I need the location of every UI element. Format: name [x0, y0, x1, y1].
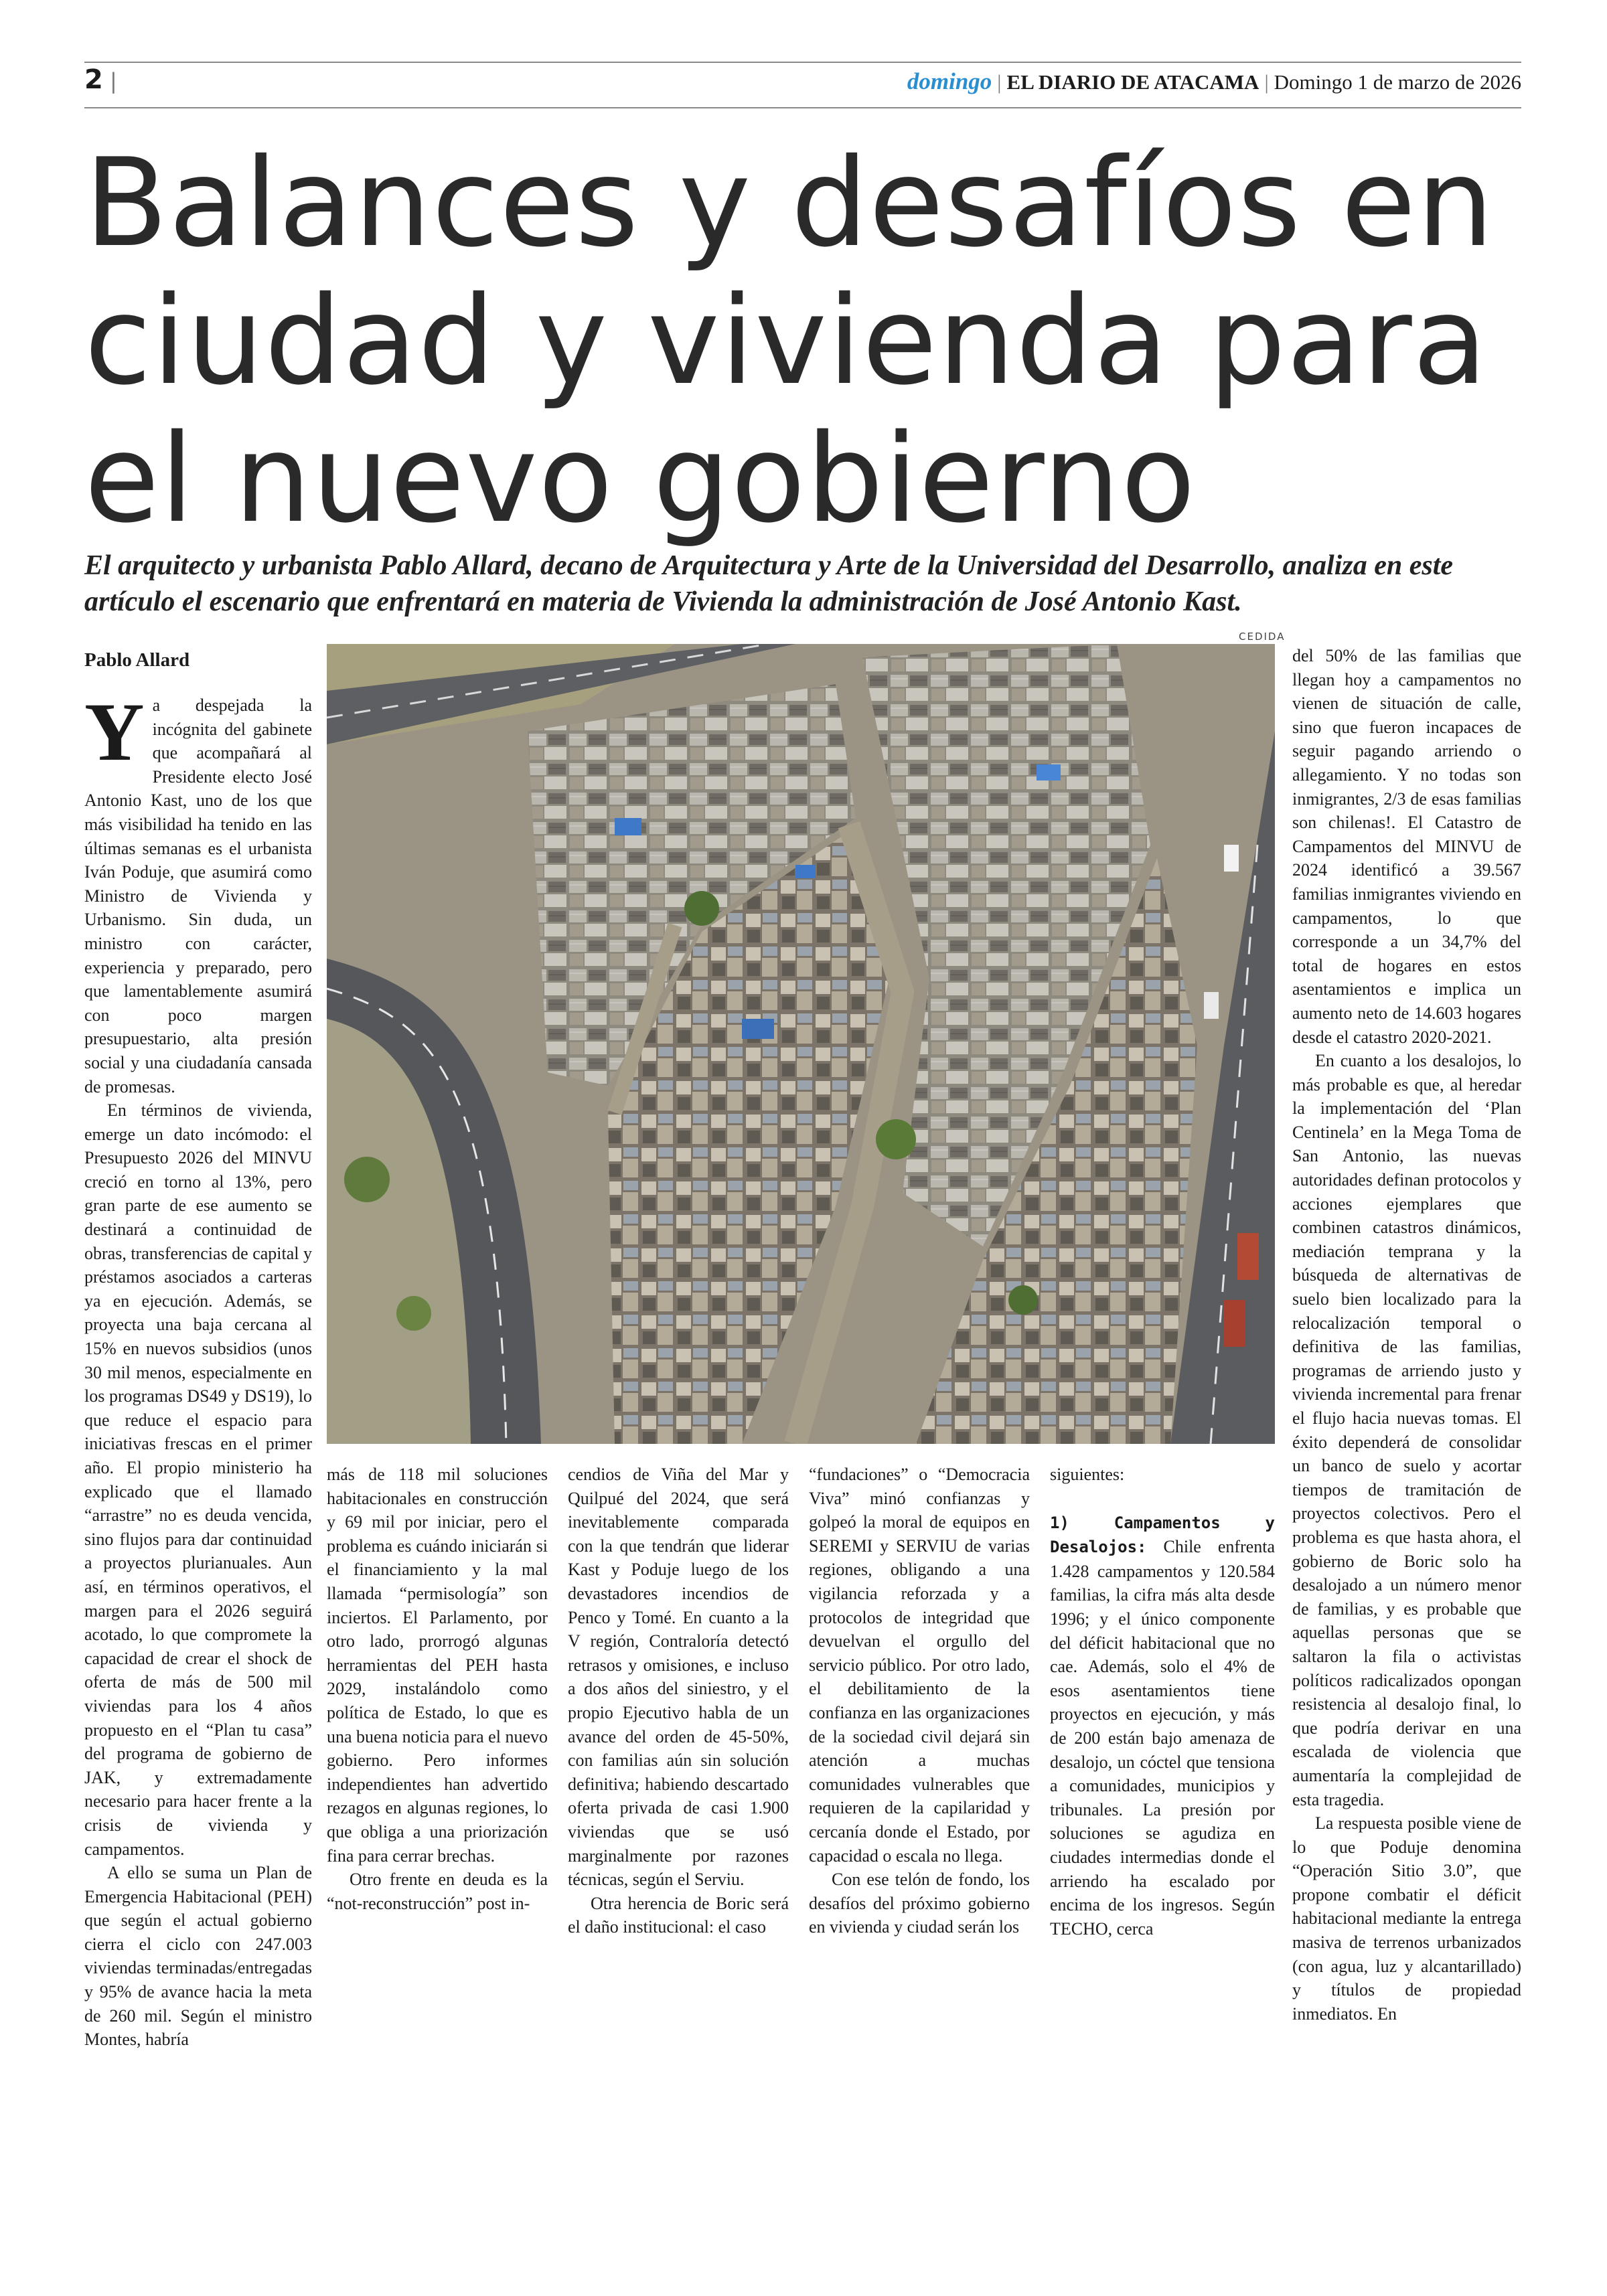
paragraph: Otra herencia de Boric será el daño institucional: el caso	[568, 1893, 789, 1937]
section-subhead: 1) Campamentos y Desalojos:	[1050, 1513, 1275, 1557]
paragraph: a despejada la incógnita del gabinete que acompañará al Presidente electo José Antonio Kast, uno de los que más visibilidad ha tenido en las últimas semanas es el urbanista Iván Poduje, que asumirá como Ministro de Vivienda y Urbanismo. Sin duda, un ministro con carácter, experiencia y preparado, pero que lamentablemente asumirá con poco margen presupuestario, alta presión social y una ciudadanía cansada de promesas.	[84, 695, 312, 1096]
paragraph: “fundaciones” o “Democracia Viva” minó confianzas y golpeó la moral de equipos en SEREMI y SERVIU de varias regiones, obligando a una vigilancia reforzada y a protocolos de integridad que devuelvan el orgullo del servicio público. Por otro lado, el debilitamiento de la confianza en las organizaciones de la sociedad civil dejará sin atención a muchas comunidades vulnerables que requieren de la capilaridad y cercanía donde el Estado, por capacidad o escala no llega.	[809, 1465, 1030, 1866]
article-column-2	[327, 1463, 548, 1915]
article-column-4	[809, 1463, 1030, 1939]
section-name: domingo	[907, 68, 992, 94]
photo-credit: CEDIDA	[1239, 631, 1286, 643]
issue-date: Domingo 1 de marzo de 2026	[1274, 70, 1521, 94]
paragraph: La respuesta posible viene de lo que Poduje denomina “Operación Sitio 3.0”, que propone combatir el déficit habitacional mediante la entrega masiva de terrenos urbanizados (con agua, luz y alcantarillado) y títulos de propiedad inmediatos. En	[1292, 1813, 1521, 2024]
paragraph: siguientes:	[1050, 1465, 1125, 1484]
paragraph: Chile enfrenta 1.428 campamentos y 120.584 familias, la cifra más alta desde 1996; y el único componente del déficit habitacional que no cae. Además, solo el 4% de esos asentamientos tiene proyectos en ejecución, y más de 200 están bajo amenaza de desalojo, un cóctel que tensiona a comunidades, municipios y tribunales. La presión por soluciones se agudiza en ciudades intermedias donde el arriendo ha escalado por encima de los ingresos. Según TECHO, cerca	[1050, 1537, 1275, 1939]
paragraph: En términos de vivienda, emerge un dato incómodo: el Presupuesto 2026 del MINVU creció en torno al 13%, pero gran parte de ese aumento se destinará a continuidad de obras, transferencias de capital y préstamos asociados a carteras ya en ejecución. Además, se proyecta una baja cercana al 15% en nuevos subsidios (unos 30 mil menos, especialmente en los programas DS49 y DS19), lo que reduce el espacio para iniciativas frescas en el primer año. El propio ministerio ha explicado que el llamado “arrastre” no es deuda vencida, sino flujos para dar continuidad a proyectos plurianuales. Aun así, en términos operativos, el margen para el 2026 seguirá acotado, lo que compromete la capacidad de crear el shock de oferta de más de 500 mil viviendas para los 4 años propuesto en el “Plan tu casa” del programa de gobierno de JAK, y extremadamente necesario para hacer frente a la crisis de vivienda y campamentos.	[84, 1100, 313, 1859]
byline: Pablo Allard	[84, 649, 190, 671]
drop-cap: Y	[84, 686, 145, 778]
paragraph: del 50% de las familias que llegan hoy a campamentos no vienen de situación de calle, sino que fueron incapaces de seguir pagando arriendo o allegamiento. Y no todas son inmigrantes, 2/3 de esas familias son chilenas!. El Catastro de Campamentos del MINVU de 2024 identificó a 39.567 familias inmigrantes viviendo en campamentos, lo que corresponde a un 34,7% del total de hogares en estos asentamientos e implica un aumento neto de 14.603 hogares desde el catastro 2020-2021.	[1292, 646, 1521, 1047]
headline: Balances y desafíos en ciudad y vivienda para el nuevo gobierno	[84, 132, 1495, 550]
article-column-1	[84, 686, 313, 2052]
paragraph: Con ese telón de fondo, los desafíos del próximo gobierno en vivienda y ciudad serán los	[809, 1870, 1030, 1937]
page-number: 2 |	[84, 64, 117, 95]
article-column-5	[1050, 1463, 1275, 1941]
newspaper-name: EL DIARIO DE ATACAMA	[1006, 70, 1259, 94]
subheadline: El arquitecto y urbanista Pablo Allard, decano de Arquitectura y Arte de la Universidad del Desarrollo, analiza en este artículo el escenario que enfrentará en materia de Vivienda la administración de José Antonio Kast.	[84, 550, 1454, 617]
paragraph: En cuanto a los desalojos, lo más probable es que, al heredar la implementación del ‘Plan Centinela’ en la Mega Toma de San Antonio, las nuevas autoridades definan protocolos y acciones ejemplares que combinen catastros dinámicos, mediación temprana y la búsqueda de alternativas de suelo bien localizado para la relocalización temporal o definitiva de las familias, programas de arriendo justo y vivienda incremental para frenar el flujo hacia nuevas tomas. El éxito dependerá de consolidar un banco de suelo y acortar tiempos de tramitación de proyectos colectivos. Pero el problema es que hasta ahora, el gobierno de Boric solo ha desalojado a un número menor de familias, y es probable que aquellas personas que se saltaron la fila o activistas políticos radicalizados opongan resistencia al desalojo final, lo que podría derivar en una escalada de violencia que aumentaría la complejidad de esta tragedia.	[1292, 1051, 1521, 1809]
header-masthead: domingo | EL DIARIO DE ATACAMA | Domingo 1 de marzo de 2026	[907, 68, 1521, 94]
article-column-3	[568, 1463, 789, 1939]
aerial-campamento-photo	[327, 644, 1275, 1444]
paragraph: Otro frente en deuda es la “not-reconstrucción” post in-	[327, 1870, 548, 1913]
header-bottom-rule	[84, 107, 1521, 108]
article-column-6	[1292, 644, 1521, 2026]
paragraph: más de 118 mil soluciones habitacionales en construcción y 69 mil por iniciar, pero el problema es cuándo iniciarán si el financiamiento y la mal llamada “permisología” son inciertos. El Parlamento, por otro lado, prorrogó algunas herramientas del PEH hasta 2029, instalándolo como política de Estado, lo que es una buena noticia para el nuevo gobierno. Pero informes independientes han advertido rezagos en algunas regiones, lo que obliga a una priorización fina para cerrar brechas.	[327, 1465, 548, 1866]
header-top-rule	[84, 62, 1521, 63]
paragraph: A ello se suma un Plan de Emergencia Habitacional (PEH) que según el actual gobierno cierra el ciclo con 247.003 viviendas terminadas/entregadas y 95% de avance hacia la meta de 260 mil. Según el ministro Montes, habría	[84, 1863, 312, 2050]
paragraph: cendios de Viña del Mar y Quilpué del 2024, que será inevitablemente comparada con la que tendrán que liderar Kast y Poduje luego de los devastadores incendios de Penco y Tomé. En cuanto a la V región, Contraloría detectó retrasos y omisiones, e incluso a dos años del siniestro, y el propio Ejecutivo habla de un avance del orden de 45-50%, con familias aún sin solución definitiva; habiendo descartado oferta privada de casi 1.900 viviendas que se usó marginalmente por razones técnicas, según el Serviu.	[568, 1465, 789, 1890]
